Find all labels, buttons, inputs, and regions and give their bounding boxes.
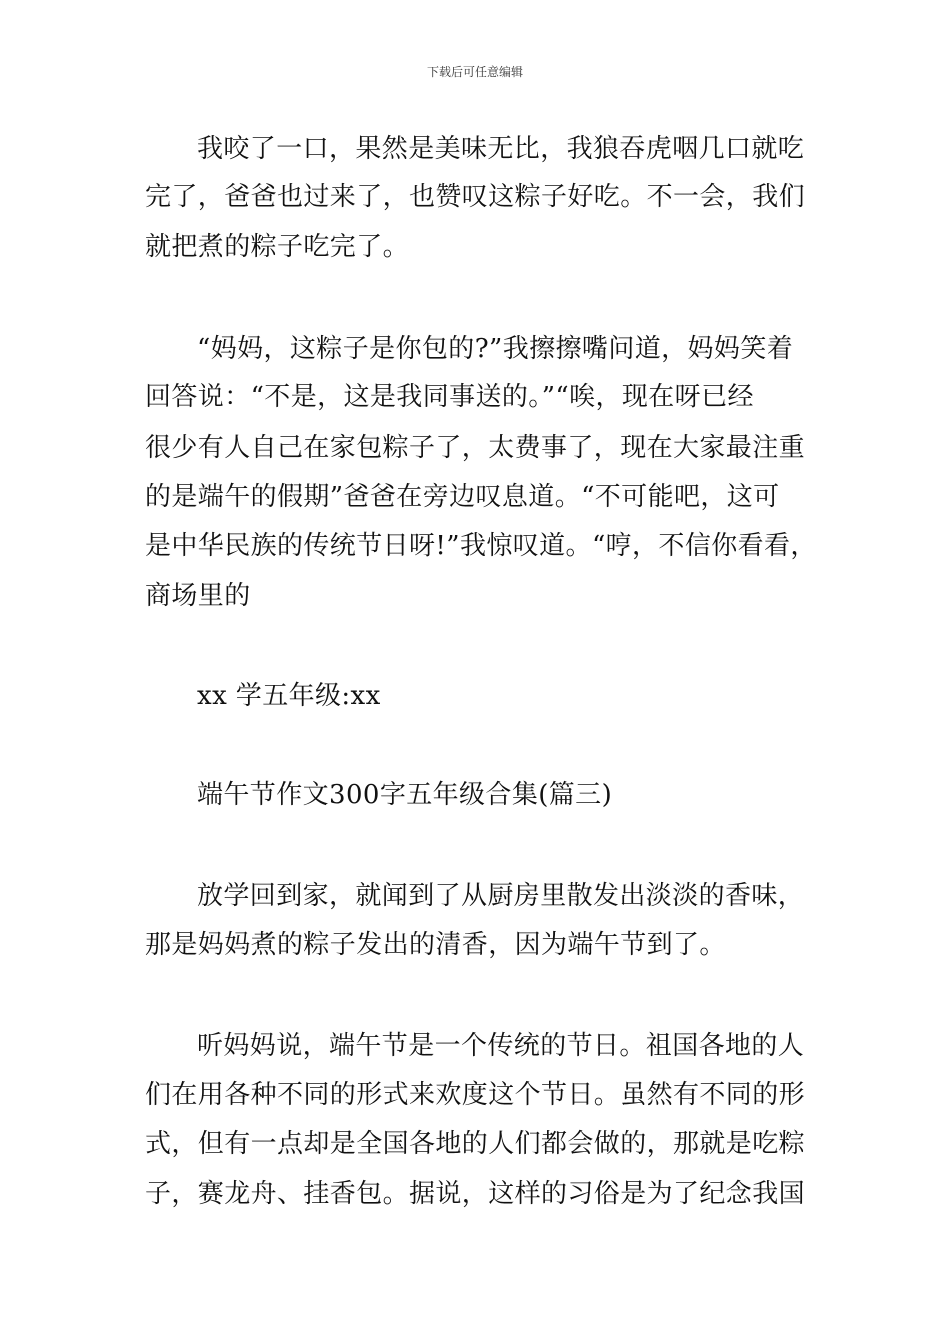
paragraph-line: 回答说：“不是，这是我同事送的。”“唉，现在呀已经 xyxy=(145,382,754,412)
paragraph-line: 式，但有一点却是全国各地的人们都会做的，那就是吃粽 xyxy=(145,1129,806,1159)
paragraph-line: 们在用各种不同的形式来欢度这个节日。虽然有不同的形 xyxy=(145,1080,806,1110)
header-note: 下载后可任意编辑 xyxy=(426,65,523,79)
paragraph-line: 很少有人自己在家包粽子了，太费事了，现在大家最注重 xyxy=(145,433,806,463)
paragraph-line: 我咬了一口，果然是美味无比，我狼吞虎咽几口就吃 xyxy=(197,134,805,164)
paragraph-line: 完了，爸爸也过来了，也赞叹这粽子好吃。不一会，我们 xyxy=(145,182,806,212)
paragraph-line: 的是端午的假期”爸爸在旁边叹息道。“不可能吧，这可 xyxy=(145,482,780,512)
paragraph-line: 子，赛龙舟、挂香包。据说，这样的习俗是为了纪念我国 xyxy=(145,1179,806,1209)
author-line: xx 学五年级:xx xyxy=(197,681,381,711)
paragraph-line: 放学回到家，就闻到了从厨房里散发出淡淡的香味， xyxy=(197,881,805,911)
paragraph-line: “妈妈，这粽子是你包的?”我擦擦嘴问道，妈妈笑着 xyxy=(197,334,794,364)
paragraph-line: 就把煮的粽子吃完了。 xyxy=(145,232,410,262)
section-title: 端午节作文300字五年级合集(篇三) xyxy=(197,780,613,810)
paragraph-line: 是中华民族的传统节日呀!”我惊叹道。“哼，不信你看看， xyxy=(145,531,817,561)
paragraph-line: 商场里的 xyxy=(145,581,251,611)
paragraph-line: 那是妈妈煮的粽子发出的清香，因为端午节到了。 xyxy=(145,930,726,960)
paragraph-line: 听妈妈说，端午节是一个传统的节日。祖国各地的人 xyxy=(197,1031,805,1061)
